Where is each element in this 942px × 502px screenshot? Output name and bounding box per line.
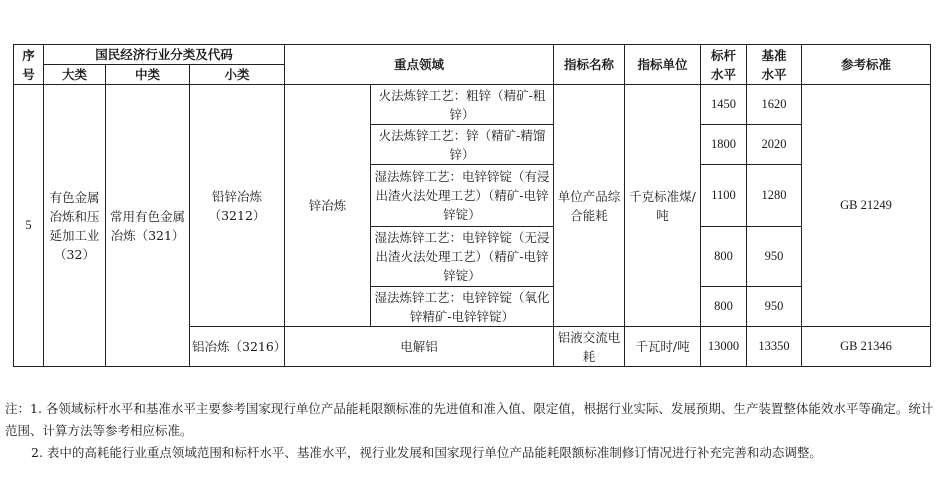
indicator-unit-zinc: 千克标准煤/吨 — [625, 85, 701, 327]
header-minor-category: 小类 — [190, 65, 285, 85]
header-reference-standard: 参考标准 — [802, 45, 931, 85]
minor-category-lead-zinc: 铅锌冶炼（3212） — [190, 85, 285, 327]
benchmark-value: 1800 — [701, 125, 747, 165]
header-baseline-level: 基准 水平 — [747, 45, 802, 85]
process-cell: 湿法炼锌工艺：电锌锌锭（氧化锌精矿-电锌锌锭） — [371, 287, 554, 327]
process-cell: 湿法炼锌工艺：电锌锌锭（有浸出渣火法处理工艺）（精矿-电锌锌锭） — [371, 165, 554, 227]
benchmark-value-aluminum: 13000 — [701, 327, 747, 367]
focus-area-aluminum: 电解铝 — [285, 327, 554, 367]
baseline-value: 1620 — [747, 85, 802, 125]
baseline-value: 950 — [747, 287, 802, 327]
header-industry-classification: 国民经济行业分类及代码 — [44, 45, 285, 65]
benchmark-value: 800 — [701, 287, 747, 327]
header-indicator-unit: 指标单位 — [625, 45, 701, 85]
middle-category-cell: 常用有色金属冶炼（321） — [106, 85, 190, 367]
process-cell: 火法炼锌工艺：粗锌（精矿-粗锌） — [371, 85, 554, 125]
row-seq: 5 — [14, 85, 44, 367]
baseline-value: 950 — [747, 227, 802, 287]
header-indicator-name: 指标名称 — [554, 45, 625, 85]
minor-category-aluminum: 铝冶炼（3216） — [190, 327, 285, 367]
process-cell: 湿法炼锌工艺：电锌锌锭（无浸出渣火法处理工艺）（精矿-电锌锌锭） — [371, 227, 554, 287]
benchmark-value: 1100 — [701, 165, 747, 227]
process-cell: 火法炼锌工艺：锌（精矿-精馏锌） — [371, 125, 554, 165]
indicator-name-aluminum: 铝液交流电耗 — [554, 327, 625, 367]
benchmark-value: 800 — [701, 227, 747, 287]
baseline-value-aluminum: 13350 — [747, 327, 802, 367]
reference-standard-zinc: GB 21249 — [802, 85, 931, 327]
header-major-category: 大类 — [44, 65, 106, 85]
header-benchmark-level: 标杆 水平 — [701, 45, 747, 85]
reference-standard-aluminum: GB 21346 — [802, 327, 931, 367]
focus-area-zinc: 锌冶炼 — [285, 85, 371, 327]
note-2: 2. 表中的高耗能行业重点领域范围和标杆水平、基准水平，视行业发展和国家现行单位产品能耗限额标准制修订情况进行补充完善和动态调整。 — [31, 445, 822, 460]
indicator-unit-aluminum: 千瓦时/吨 — [625, 327, 701, 367]
note-1: 注：1. 各领域标杆水平和基准水平主要参考国家现行单位产品能耗限额标准的先进值和准入值、限定值，根据行业实际、发展预期、生产装置整体能效水平等确定。统计范围、计算方法等参考相应标准。 — [5, 401, 934, 438]
baseline-value: 1280 — [747, 165, 802, 227]
benchmark-value: 1450 — [701, 85, 747, 125]
major-category-cell: 有色金属冶炼和压延加工业（32） — [44, 85, 106, 367]
energy-benchmark-table — [13, 44, 931, 367]
header-seq: 序 号 — [14, 45, 44, 85]
baseline-value: 2020 — [747, 125, 802, 165]
header-focus-area: 重点领域 — [285, 45, 554, 85]
indicator-name-zinc: 单位产品综合能耗 — [554, 85, 625, 327]
header-middle-category: 中类 — [106, 65, 190, 85]
table-notes — [5, 398, 935, 464]
